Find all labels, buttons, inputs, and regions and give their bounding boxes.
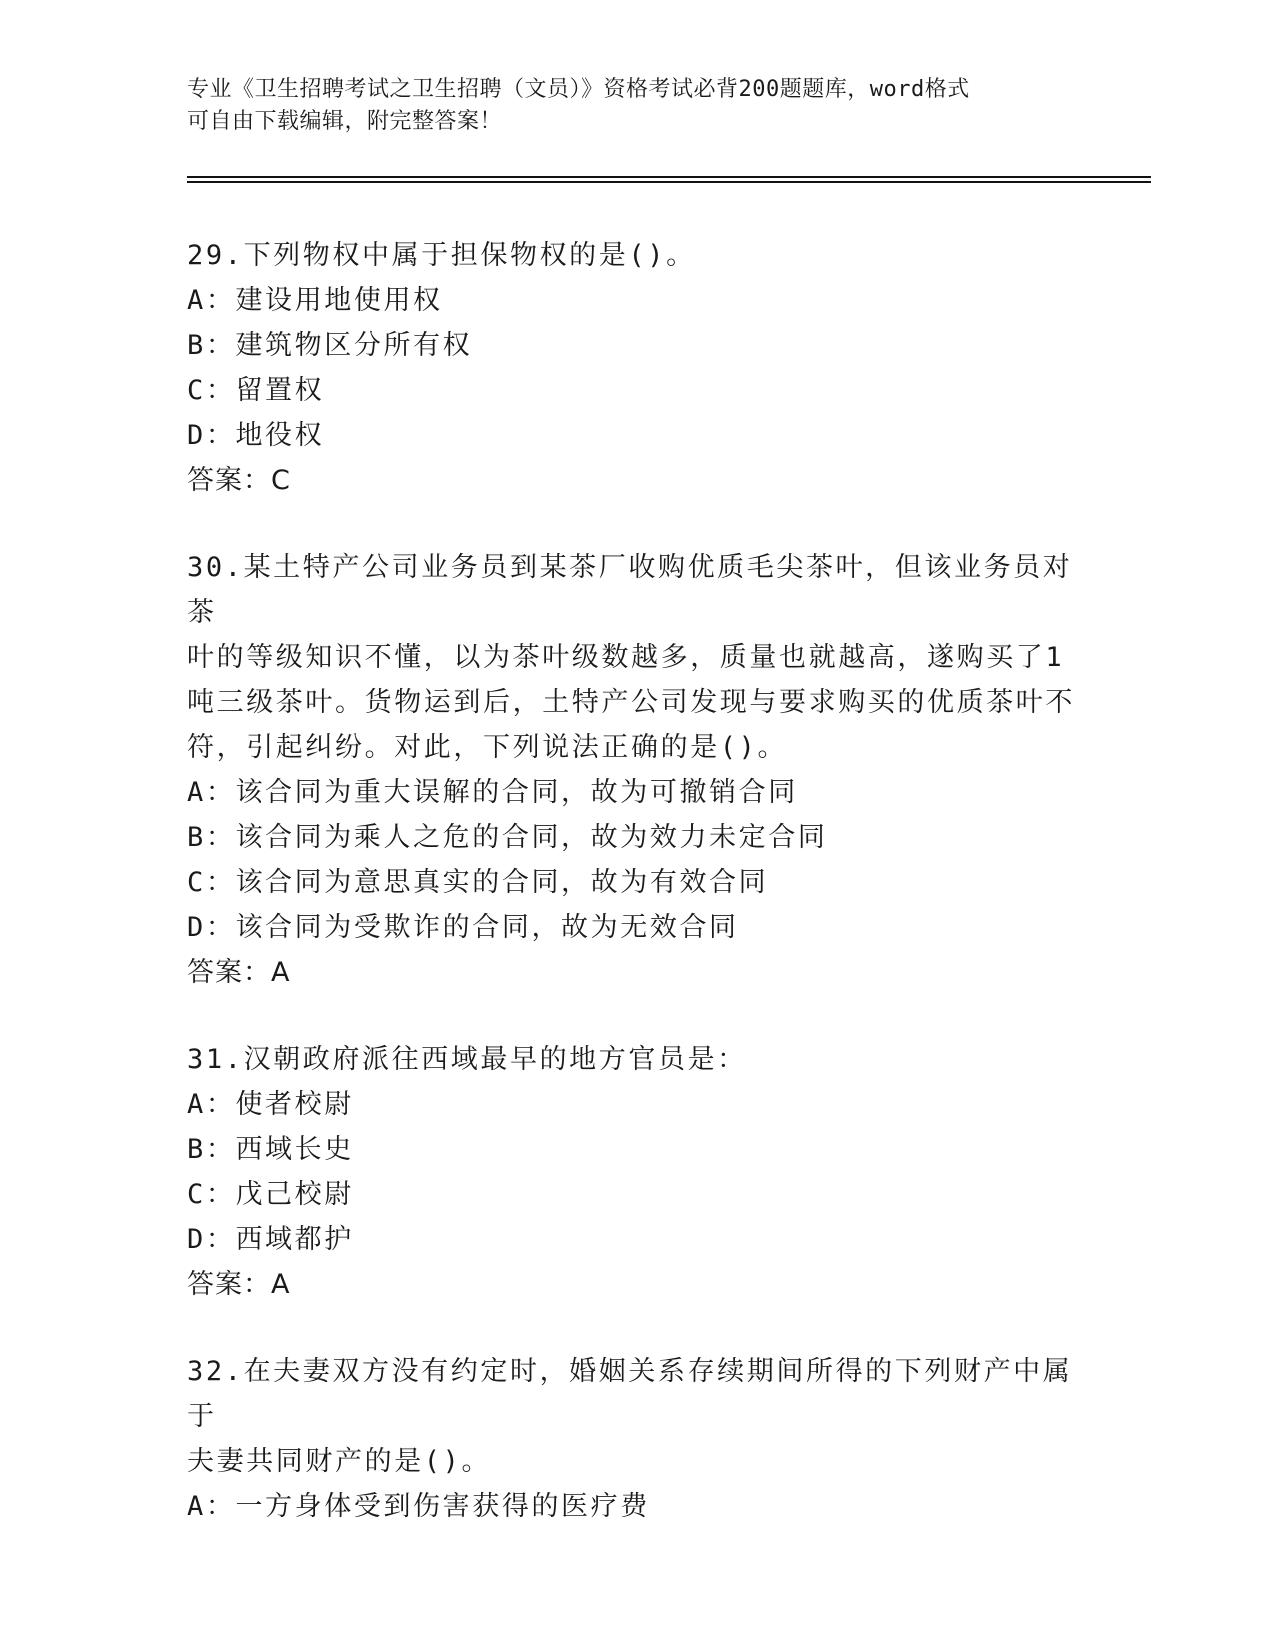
answer-label: 答案：A xyxy=(187,957,291,988)
option-c: C：戊己校尉 xyxy=(187,1179,354,1210)
question-29 xyxy=(187,233,1087,503)
answer-label: 答案：A xyxy=(187,1269,291,1300)
option-d: D：西域都护 xyxy=(187,1224,354,1255)
option-a: A：该合同为重大误解的合同，故为可撤销合同 xyxy=(187,777,798,808)
option-a: A：一方身体受到伤害获得的医疗费 xyxy=(187,1491,650,1522)
option-a: A：使者校尉 xyxy=(187,1089,354,1120)
option-d: D：地役权 xyxy=(187,420,325,451)
document-header xyxy=(187,74,1087,138)
header-rule-bottom xyxy=(187,181,1151,183)
question-list xyxy=(187,233,1087,1571)
question-31 xyxy=(187,1037,1087,1307)
question-32 xyxy=(187,1349,1087,1529)
question-stem-line: 夫妻共同财产的是()。 xyxy=(187,1446,492,1477)
question-stem-line: 叶的等级知识不懂，以为茶叶级数越多，质量也就越高，遂购买了1 xyxy=(187,642,1065,673)
question-stem: 31.汉朝政府派往西域最早的地方官员是： xyxy=(187,1044,747,1075)
option-a: A：建设用地使用权 xyxy=(187,285,443,316)
option-b: B：该合同为乘人之危的合同，故为效力未定合同 xyxy=(187,822,828,853)
header-line-1: 专业《卫生招聘考试之卫生招聘（文员）》资格考试必背200题题库，word格式 xyxy=(187,77,970,102)
question-stem-line: 30.某土特产公司业务员到某茶厂收购优质毛尖茶叶，但该业务员对茶 xyxy=(187,552,1073,628)
option-c: C：该合同为意思真实的合同，故为有效合同 xyxy=(187,867,769,898)
question-stem-line: 吨三级茶叶。货物运到后，土特产公司发现与要求购买的优质茶叶不 xyxy=(187,687,1075,718)
option-c: C：留置权 xyxy=(187,375,325,406)
question-stem-line: 32.在夫妻双方没有约定时，婚姻关系存续期间所得的下列财产中属于 xyxy=(187,1356,1073,1432)
option-b: B：建筑物区分所有权 xyxy=(187,330,473,361)
header-line-2: 可自由下载编辑，附完整答案！ xyxy=(187,109,503,134)
header-rule-top xyxy=(187,176,1151,178)
question-30 xyxy=(187,545,1087,995)
answer-label: 答案：C xyxy=(187,465,291,496)
question-stem-line: 符，引起纠纷。对此，下列说法正确的是()。 xyxy=(187,732,788,763)
option-d: D：该合同为受欺诈的合同，故为无效合同 xyxy=(187,912,739,943)
question-stem: 29.下列物权中属于担保物权的是()。 xyxy=(187,240,696,271)
option-b: B：西域长史 xyxy=(187,1134,354,1165)
